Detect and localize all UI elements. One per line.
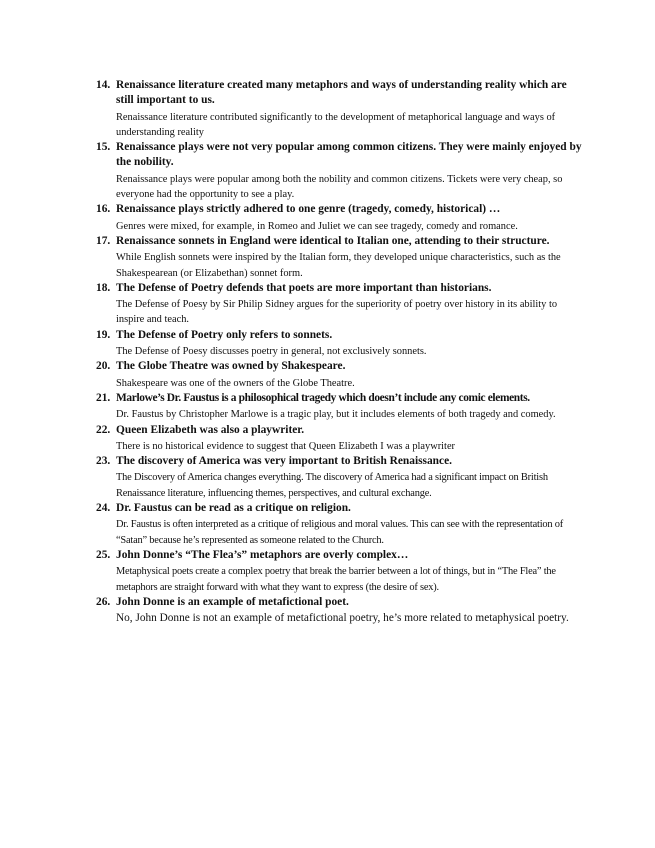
item-number: 23. — [96, 455, 111, 468]
item-number: 14. — [96, 79, 111, 91]
item-number: 20. — [96, 360, 111, 373]
item-answer: Renaissance literature contributed significantly to the development of metaphorical language and ways of understanding reality — [116, 111, 556, 138]
item-statement: Renaissance plays strictly adhered to one genre (tragedy, comedy, historical) … — [116, 203, 501, 216]
item-number: 16. — [96, 203, 111, 216]
list-item-22 — [96, 423, 586, 455]
list-item-14 — [96, 78, 586, 140]
item-statement: Renaissance literature created many metaphors and ways of understanding reality which are still important to us. — [116, 79, 567, 107]
item-statement: Dr. Faustus can be read as a critique on religion. — [116, 502, 351, 515]
item-answer: Metaphysical poets create a complex poetry that break the barrier between a lot of things, but in “The Flea” the metaphors are straight forward with what they want to express (the desire of sex). — [116, 566, 556, 593]
item-answer: The Defense of Poesy discusses poetry in general, not exclusively sonnets. — [116, 346, 427, 358]
list-item-18 — [96, 281, 586, 328]
item-statement: The Globe Theatre was owned by Shakespeare. — [116, 360, 346, 373]
item-statement: Queen Elizabeth was also a playwriter. — [116, 423, 305, 436]
item-statement: The Defense of Poetry only refers to sonnets. — [116, 328, 333, 341]
item-answer: Dr. Faustus is often interpreted as a critique of religious and moral values. This can see with the representation of “Satan” because he’s represented as someone related to the Church. — [116, 519, 564, 546]
item-answer: No, John Donne is not an example of metafictional poetry, he’s more related to metaphysical poetry. — [116, 612, 569, 625]
list-item-21 — [96, 391, 586, 423]
item-answer: While English sonnets were inspired by the Italian form, they developed unique characteristics, such as the Shakespearean (or Elizabethan) sonnet form. — [116, 252, 561, 279]
item-number: 19. — [96, 328, 111, 341]
item-statement: The Defense of Poetry defends that poets are more important than historians. — [116, 281, 492, 294]
item-statement: Renaissance sonnets in England were identical to Italian one, attending to their structure. — [116, 234, 550, 247]
item-statement: John Donne’s “The Flea’s” metaphors are overly complex… — [116, 548, 409, 561]
item-number: 21. — [96, 391, 111, 404]
item-answer: Renaissance plays were popular among both the nobility and common citizens. Tickets were very cheap, so everyone had the opportunity to see a play. — [116, 173, 563, 201]
list-item-15 — [96, 140, 586, 202]
document-page — [96, 78, 586, 626]
list-item-16 — [96, 202, 586, 234]
list-item-24 — [96, 501, 586, 548]
list-item-20 — [96, 359, 586, 391]
list-item-25 — [96, 548, 586, 595]
item-number: 22. — [96, 423, 111, 436]
item-answer: The Defense of Poesy by Sir Philip Sidney argues for the superiority of poetry over history in its ability to inspire and teach. — [116, 299, 558, 326]
item-number: 25. — [96, 548, 111, 561]
item-number: 17. — [96, 234, 111, 247]
list-item-17 — [96, 234, 586, 281]
item-answer: The Discovery of America changes everything. The discovery of America had a significant impact on British Renaissance literature, influencing themes, perspectives, and cultural exchange. — [116, 472, 548, 499]
item-answer: Dr. Faustus by Christopher Marlowe is a tragic play, but it includes elements of both tragedy and comedy. — [116, 409, 556, 421]
list-item-26 — [96, 595, 586, 627]
item-statement: Marlowe’s Dr. Faustus is a philosophical tragedy which doesn’t include any comic elements. — [116, 391, 530, 404]
item-answer: Shakespeare was one of the owners of the Globe Theatre. — [116, 377, 355, 389]
list-item-19 — [96, 328, 586, 360]
item-number: 15. — [96, 141, 111, 154]
item-statement: The discovery of America was very important to British Renaissance. — [116, 455, 452, 468]
item-statement: John Donne is an example of metafictional poet. — [116, 595, 349, 608]
item-number: 26. — [96, 595, 111, 608]
list-item-23 — [96, 454, 586, 501]
item-number: 18. — [96, 281, 111, 294]
item-answer: There is no historical evidence to suggest that Queen Elizabeth I was a playwriter — [116, 440, 456, 452]
item-answer: Genres were mixed, for example, in Romeo and Juliet we can see tragedy, comedy and romance. — [116, 220, 518, 232]
item-statement: Renaissance plays were not very popular among common citizens. They were mainly enjoyed by the nobility. — [116, 141, 582, 169]
item-number: 24. — [96, 502, 111, 515]
